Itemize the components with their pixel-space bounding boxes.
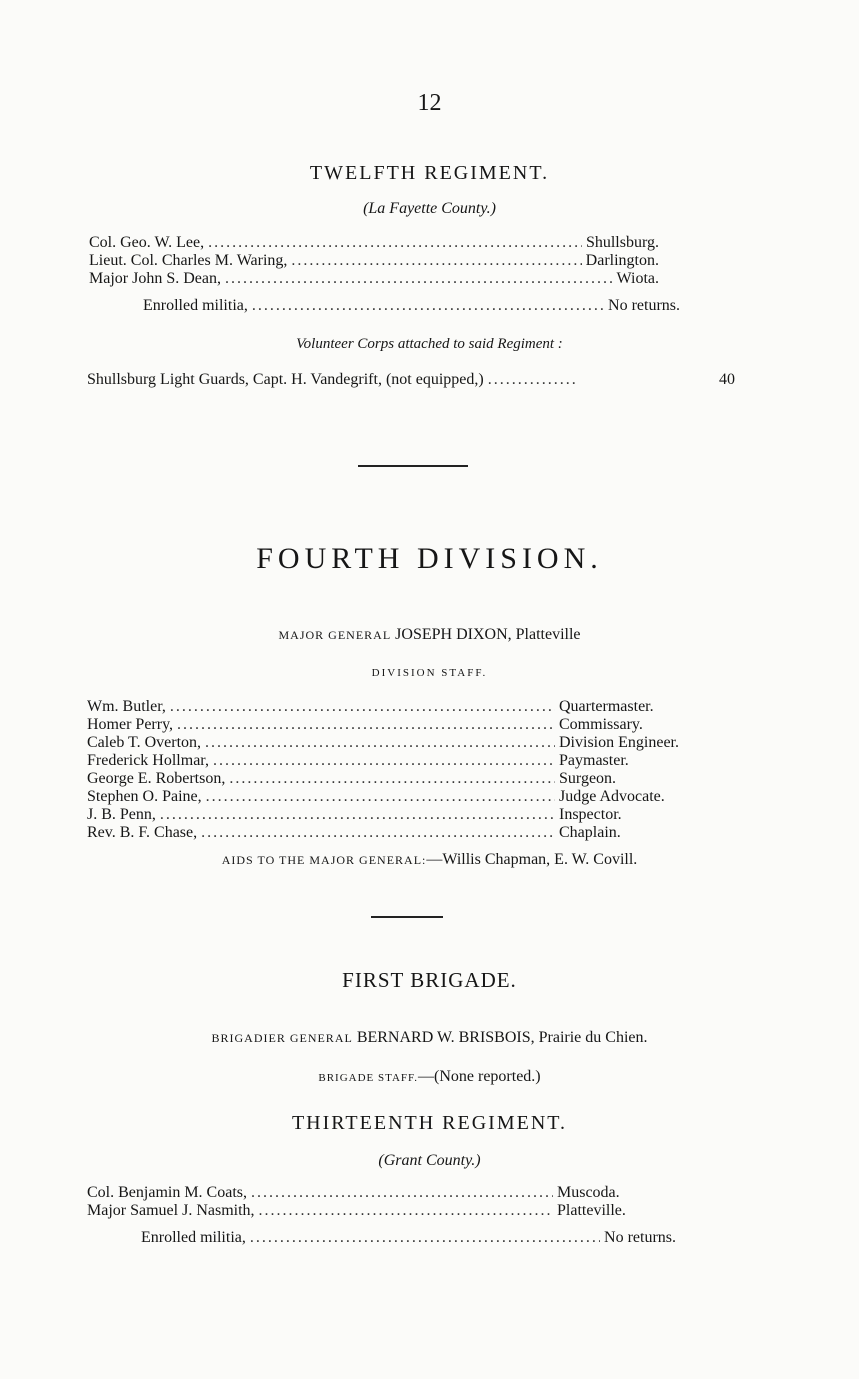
staff-role: Judge Advocate. [559, 788, 665, 805]
staff-row [87, 698, 687, 716]
staff-row [87, 788, 697, 806]
brigadier-general-line [0, 1029, 859, 1047]
staff-name: Stephen O. Paine, [87, 788, 202, 805]
staff-row [87, 824, 687, 842]
officer-name: Col. Geo. W. Lee, [89, 234, 205, 251]
volunteer-heading: Volunteer Corps attached to said Regiment : [296, 336, 563, 352]
staff-row [87, 752, 687, 770]
general-name: JOSEPH DIXON, Platteville [395, 626, 581, 643]
staff-row [87, 734, 717, 752]
thirteenth-county: (Grant County.) [378, 1152, 481, 1169]
staff-name: George E. Robertson, [87, 770, 226, 787]
staff-name: Frederick Hollmar, [87, 752, 209, 769]
brigade-title: FIRST BRIGADE. [342, 968, 517, 992]
leader-dots [291, 252, 581, 270]
staff-name: J. B. Penn, [87, 806, 156, 823]
staff-role: Chaplain. [559, 824, 621, 841]
enrolled-value: No returns. [604, 1229, 676, 1246]
general-rank: MAJOR GENERAL [278, 628, 392, 642]
page-number: 12 [417, 90, 442, 116]
staff-name: Wm. Butler, [87, 698, 166, 715]
thirteenth-enrolled-row [141, 1229, 676, 1247]
staff-name: Rev. B. F. Chase, [87, 824, 198, 841]
division-staff-heading: DIVISION STAFF. [371, 667, 488, 679]
twelfth-regiment-title: TWELFTH REGIMENT. [309, 162, 550, 184]
leader-dots [170, 698, 555, 716]
thirteenth-officer-row [87, 1202, 647, 1220]
leader-dots [229, 770, 555, 788]
brigade-staff-line [0, 1068, 859, 1086]
section-divider [358, 465, 468, 467]
staff-role: Division Engineer. [559, 734, 679, 751]
general-rank: BRIGADIER GENERAL [211, 1031, 353, 1045]
staff-row [87, 716, 687, 734]
officer-name: Major Samuel J. Nasmith, [87, 1202, 255, 1219]
staff-role: Paymaster. [559, 752, 629, 769]
leader-dots [250, 1229, 600, 1247]
thirteenth-regiment-title: THIRTEENTH REGIMENT. [291, 1112, 568, 1134]
leader-dots [205, 734, 555, 752]
officer-name: Lieut. Col. Charles M. Waring, [89, 252, 288, 269]
leader-dots [206, 788, 555, 806]
staff-role: Surgeon. [559, 770, 617, 787]
enrolled-label: Enrolled militia, [141, 1229, 246, 1246]
twelfth-officer-row [89, 234, 659, 252]
twelfth-officer-row [89, 252, 659, 270]
general-name: BERNARD W. BRISBOIS, Prairie du Chien. [356, 1029, 648, 1046]
volunteer-row [87, 371, 735, 389]
officer-place: Platteville. [557, 1202, 626, 1219]
leader-dots [488, 371, 576, 389]
leader-dots [213, 752, 555, 770]
officer-name: Major John S. Dean, [89, 270, 221, 287]
leader-dots [201, 824, 555, 842]
staff-name: Homer Perry, [87, 716, 174, 733]
aids-label: AIDS TO THE MAJOR GENERAL: [221, 853, 427, 867]
officer-place: Shullsburg. [585, 234, 659, 251]
enrolled-value: No returns. [608, 297, 680, 314]
brigade-staff-value: —(None reported.) [418, 1068, 541, 1085]
staff-row [87, 770, 687, 788]
officer-name: Col. Benjamin M. Coats, [87, 1184, 247, 1201]
twelfth-county: (La Fayette County.) [363, 200, 496, 217]
leader-dots [252, 297, 604, 315]
staff-role: Commissary. [559, 716, 643, 733]
leader-dots [225, 270, 613, 288]
enrolled-label: Enrolled militia, [143, 297, 248, 314]
section-divider [371, 916, 443, 918]
aids-line [0, 851, 859, 869]
staff-name: Caleb T. Overton, [87, 734, 202, 751]
officer-place: Muscoda. [557, 1184, 620, 1201]
aids-names: —Willis Chapman, E. W. Covill. [426, 851, 638, 868]
twelfth-enrolled-row [143, 297, 680, 315]
officer-place: Darlington. [585, 252, 659, 269]
twelfth-officer-row [89, 270, 659, 288]
brigade-staff-label: BRIGADE STAFF. [318, 1072, 419, 1084]
division-title: FOURTH DIVISION. [256, 542, 603, 575]
leader-dots [208, 234, 582, 252]
leader-dots [177, 716, 555, 734]
volunteer-count: 40 [719, 371, 735, 388]
staff-role: Quartermaster. [559, 698, 654, 715]
staff-role: Inspector. [559, 806, 622, 823]
volunteer-name: Shullsburg Light Guards, Capt. H. Vandegrift, (not equipped,) [87, 371, 484, 388]
leader-dots [160, 806, 555, 824]
leader-dots [251, 1184, 553, 1202]
officer-place: Wiota. [616, 270, 659, 287]
thirteenth-officer-row [87, 1184, 647, 1202]
staff-row [87, 806, 687, 824]
leader-dots [259, 1202, 553, 1220]
major-general-line [0, 626, 859, 644]
